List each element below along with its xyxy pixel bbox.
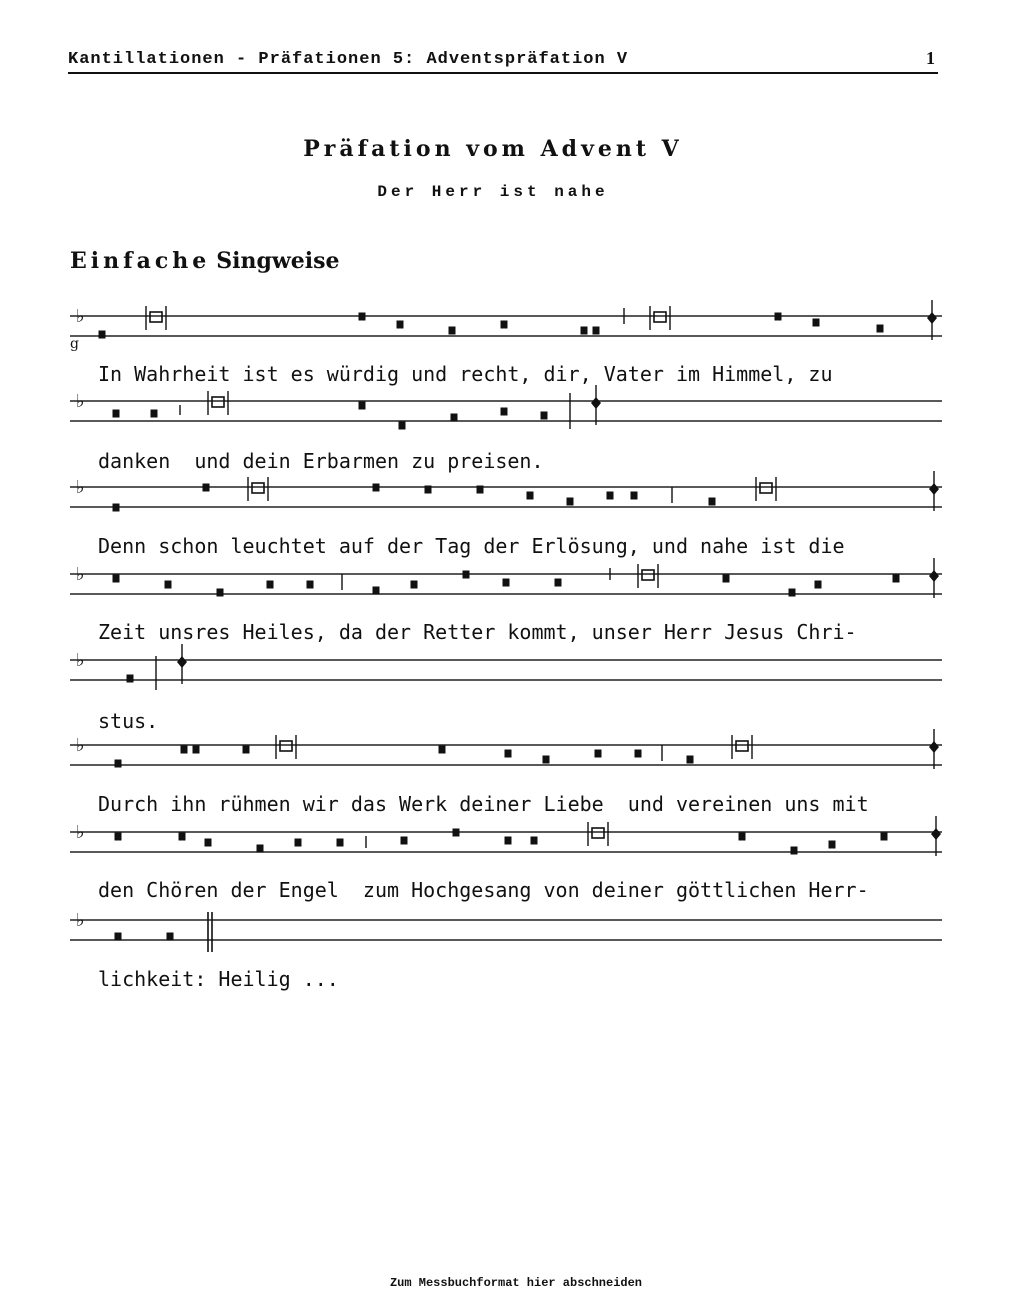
note-square-icon bbox=[555, 579, 562, 587]
recitation-note-icon bbox=[150, 312, 162, 322]
note-square-icon bbox=[893, 575, 900, 583]
note-square-icon bbox=[167, 933, 174, 941]
note-square-icon bbox=[113, 575, 120, 583]
note-square-icon bbox=[687, 756, 694, 764]
note-square-icon bbox=[739, 833, 746, 841]
note-square-icon bbox=[791, 847, 798, 855]
recitation-note-icon bbox=[736, 741, 748, 751]
clef-flat-icon: ♭ bbox=[76, 735, 85, 756]
page-subtitle: Der Herr ist nahe bbox=[377, 183, 609, 201]
lyric-line: Durch ihn rühmen wir das Werk deiner Liebe und vereinen uns mit bbox=[98, 792, 869, 816]
section-heading-word-2: Singweise bbox=[216, 248, 340, 274]
clef-flat-icon: ♭ bbox=[76, 477, 85, 498]
lyric-line: Zeit unsres Heiles, da der Retter kommt, unser Herr Jesus Chri- bbox=[98, 620, 857, 644]
lyric-line: lichkeit: Heilig ... bbox=[98, 967, 339, 991]
note-square-icon bbox=[877, 325, 884, 333]
final-note-diamond-icon bbox=[177, 656, 187, 668]
final-note-diamond-icon bbox=[931, 828, 941, 840]
note-square-icon bbox=[193, 746, 200, 754]
note-square-icon bbox=[243, 746, 250, 754]
note-square-icon bbox=[115, 833, 122, 841]
note-square-icon bbox=[581, 327, 588, 335]
note-square-icon bbox=[505, 750, 512, 758]
final-note-diamond-icon bbox=[927, 312, 937, 324]
note-square-icon bbox=[531, 837, 538, 845]
recitation-note-icon bbox=[212, 397, 224, 407]
section-heading-word-1: Einfache bbox=[70, 248, 211, 274]
note-square-icon bbox=[373, 484, 380, 492]
note-square-icon bbox=[113, 504, 120, 512]
page-number: 1 bbox=[926, 48, 935, 68]
lyric-line: stus. bbox=[98, 709, 159, 733]
note-square-icon bbox=[307, 581, 314, 589]
note-square-icon bbox=[115, 933, 122, 941]
note-square-icon bbox=[593, 327, 600, 335]
lyric-line: In Wahrheit ist es würdig und recht, dir, Vater im Himmel, zu bbox=[98, 362, 833, 386]
note-square-icon bbox=[165, 581, 172, 589]
lyric-line: den Chören der Engel zum Hochgesang von deiner göttlichen Herr- bbox=[98, 878, 869, 902]
running-header: Kantillationen - Präfationen 5: Adventspräfation V bbox=[68, 50, 629, 69]
note-square-icon bbox=[439, 746, 446, 754]
recitation-note-icon bbox=[280, 741, 292, 751]
note-square-icon bbox=[359, 402, 366, 410]
note-square-icon bbox=[203, 484, 210, 492]
note-square-icon bbox=[567, 498, 574, 506]
final-note-diamond-icon bbox=[929, 483, 939, 495]
lyric-line: danken und dein Erbarmen zu preisen. bbox=[98, 449, 544, 473]
note-square-icon bbox=[505, 837, 512, 845]
clef-flat-icon: ♭ bbox=[76, 391, 85, 412]
note-square-icon bbox=[635, 750, 642, 758]
recitation-note-icon bbox=[654, 312, 666, 322]
clef-flat-icon: ♭ bbox=[76, 564, 85, 585]
note-square-icon bbox=[503, 579, 510, 587]
note-square-icon bbox=[595, 750, 602, 758]
note-square-icon bbox=[789, 589, 796, 597]
note-square-icon bbox=[463, 571, 470, 579]
footer-note: Zum Messbuchformat hier abschneiden bbox=[389, 1276, 643, 1290]
note-square-icon bbox=[127, 675, 134, 683]
note-square-icon bbox=[829, 841, 836, 849]
note-square-icon bbox=[815, 581, 822, 589]
recitation-note-icon bbox=[642, 570, 654, 580]
note-square-icon bbox=[631, 492, 638, 500]
page-title: Präfation vom Advent V bbox=[303, 136, 683, 162]
note-square-icon bbox=[267, 581, 274, 589]
note-square-icon bbox=[401, 837, 408, 845]
note-square-icon bbox=[541, 412, 548, 420]
note-square-icon bbox=[217, 589, 224, 597]
note-square-icon bbox=[607, 492, 614, 500]
note-square-icon bbox=[397, 321, 404, 329]
note-square-icon bbox=[113, 410, 120, 418]
note-square-icon bbox=[477, 486, 484, 494]
clef-flat-icon: ♭ bbox=[76, 822, 85, 843]
note-square-icon bbox=[205, 839, 212, 847]
note-square-icon bbox=[257, 845, 264, 853]
recitation-note-icon bbox=[252, 483, 264, 493]
note-square-icon bbox=[501, 321, 508, 329]
note-square-icon bbox=[723, 575, 730, 583]
note-square-icon bbox=[527, 492, 534, 500]
note-square-icon bbox=[181, 746, 188, 754]
note-square-icon bbox=[337, 839, 344, 847]
note-square-icon bbox=[399, 422, 406, 430]
note-square-icon bbox=[501, 408, 508, 416]
note-square-icon bbox=[411, 581, 418, 589]
note-square-icon bbox=[373, 587, 380, 595]
note-square-icon bbox=[179, 833, 186, 841]
clef-letter: g bbox=[70, 336, 79, 352]
note-square-icon bbox=[543, 756, 550, 764]
note-square-icon bbox=[709, 498, 716, 506]
note-square-icon bbox=[451, 414, 458, 422]
note-square-icon bbox=[775, 313, 782, 321]
clef-flat-icon: ♭ bbox=[76, 650, 85, 671]
note-square-icon bbox=[115, 760, 122, 768]
note-square-icon bbox=[453, 829, 460, 837]
note-square-icon bbox=[151, 410, 158, 418]
clef-flat-icon: ♭ bbox=[76, 910, 85, 931]
lyric-line: Denn schon leuchtet auf der Tag der Erlösung, und nahe ist die bbox=[98, 534, 845, 558]
recitation-note-icon bbox=[760, 483, 772, 493]
note-square-icon bbox=[449, 327, 456, 335]
note-square-icon bbox=[99, 331, 106, 339]
note-square-icon bbox=[359, 313, 366, 321]
clef-flat-icon: ♭ bbox=[76, 306, 85, 327]
note-square-icon bbox=[881, 833, 888, 841]
note-square-icon bbox=[425, 486, 432, 494]
final-note-diamond-icon bbox=[929, 570, 939, 582]
note-square-icon bbox=[813, 319, 820, 327]
final-note-diamond-icon bbox=[929, 741, 939, 753]
final-note-diamond-icon bbox=[591, 397, 601, 409]
recitation-note-icon bbox=[592, 828, 604, 838]
note-square-icon bbox=[295, 839, 302, 847]
